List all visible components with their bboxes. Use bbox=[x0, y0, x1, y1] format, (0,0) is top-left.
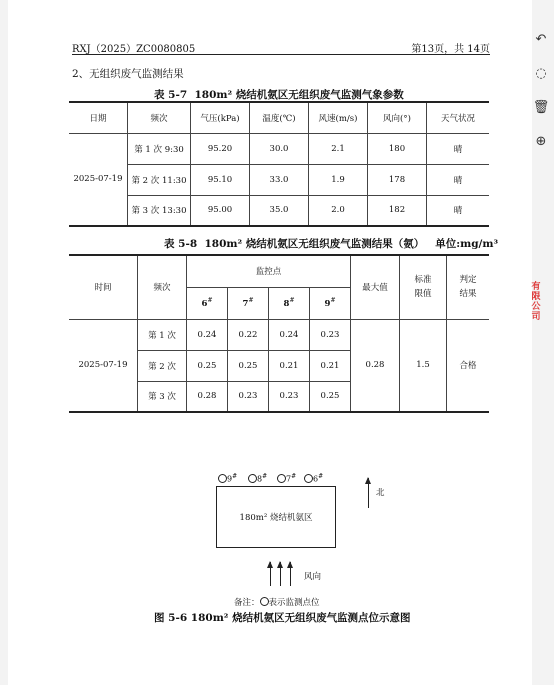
dir-cell: 180 bbox=[368, 133, 427, 164]
col-date: 日期 bbox=[69, 102, 128, 133]
col-pressure: 气压(kPa) bbox=[191, 102, 250, 133]
speed-cell: 2.1 bbox=[309, 133, 368, 164]
table1-caption: 表 5-7 180m² 烧结机氨区无组织废气监测气象参数 bbox=[154, 89, 404, 101]
seal-stamp: 有 限 公 司 bbox=[531, 282, 541, 322]
value-cell: 0.28 bbox=[187, 381, 228, 412]
freq-cell: 第 1 次 9:30 bbox=[128, 133, 191, 164]
weather-table bbox=[69, 101, 489, 227]
figure-caption: 图 5-6 180m² 烧结机氨区无组织废气监测点位示意图 bbox=[154, 612, 411, 624]
wind-direction-indicator: 风向 bbox=[268, 558, 308, 588]
col-max: 最大值 bbox=[351, 255, 400, 319]
monitoring-point-8: 8# bbox=[248, 473, 267, 484]
table2-caption: 表 5-8 180m² 烧结机氨区无组织废气监测结果（氨） 单位:mg/m³ bbox=[164, 238, 499, 250]
col-time: 时间 bbox=[69, 255, 138, 319]
temp-cell: 33.0 bbox=[250, 164, 309, 195]
value-cell: 0.25 bbox=[187, 350, 228, 381]
value-cell: 0.25 bbox=[228, 350, 269, 381]
value-cell: 0.25 bbox=[310, 381, 351, 412]
page-header bbox=[72, 40, 490, 55]
freq-cell: 第 2 次 bbox=[138, 350, 187, 381]
point-9-header: 9# bbox=[310, 287, 351, 319]
value-cell: 0.21 bbox=[310, 350, 351, 381]
table-row bbox=[69, 133, 489, 164]
temp-cell: 30.0 bbox=[250, 133, 309, 164]
weather-cell: 晴 bbox=[427, 195, 490, 226]
page-number: 第13页，共 14页 bbox=[411, 44, 490, 55]
wind-arrow-icon bbox=[290, 562, 291, 586]
freq-cell: 第 2 次 11:30 bbox=[128, 164, 191, 195]
ammonia-results-table bbox=[69, 254, 489, 413]
freq-cell: 第 1 次 bbox=[138, 319, 187, 350]
side-toolbar bbox=[532, 30, 552, 166]
speed-cell: 2.0 bbox=[309, 195, 368, 226]
ammonia-area-box: 180m² 烧结机氨区 bbox=[216, 486, 336, 548]
circle-icon bbox=[304, 474, 313, 483]
point-7-header: 7# bbox=[228, 287, 269, 319]
circle-icon bbox=[277, 474, 286, 483]
rotate-icon[interactable]: ↶ bbox=[535, 31, 547, 47]
section-title: 2、无组织废气监测结果 bbox=[72, 68, 184, 80]
document-page bbox=[8, 0, 532, 685]
value-cell: 0.23 bbox=[269, 381, 310, 412]
figure-note: 备注： 表示监测点位 bbox=[234, 598, 320, 608]
table-row bbox=[69, 195, 489, 226]
col-frequency: 频次 bbox=[128, 102, 191, 133]
circle-icon bbox=[248, 474, 257, 483]
crop-icon[interactable]: ◌ bbox=[535, 65, 547, 81]
north-arrow-icon bbox=[368, 478, 369, 508]
col-result: 判定结果 bbox=[447, 255, 490, 319]
limit-cell: 1.5 bbox=[400, 319, 447, 412]
pressure-cell: 95.10 bbox=[191, 164, 250, 195]
freq-cell: 第 3 次 13:30 bbox=[128, 195, 191, 226]
pressure-cell: 95.00 bbox=[191, 195, 250, 226]
table-row bbox=[69, 319, 489, 350]
point-8-header: 8# bbox=[269, 287, 310, 319]
value-cell: 0.23 bbox=[310, 319, 351, 350]
monitoring-point-diagram: 9# 8# 7# 6# 180m² 烧结机氨区 北 风向 bbox=[208, 470, 428, 620]
col-temperature: 温度(℃) bbox=[250, 102, 309, 133]
result-cell: 合格 bbox=[447, 319, 490, 412]
value-cell: 0.24 bbox=[269, 319, 310, 350]
col-limit: 标准限值 bbox=[400, 255, 447, 319]
pressure-cell: 95.20 bbox=[191, 133, 250, 164]
max-cell: 0.28 bbox=[351, 319, 400, 412]
monitoring-point-9: 9# bbox=[218, 473, 237, 484]
wind-arrow-icon bbox=[270, 562, 271, 586]
wind-arrow-icon bbox=[280, 562, 281, 586]
circle-icon bbox=[218, 474, 227, 483]
value-cell: 0.21 bbox=[269, 350, 310, 381]
date-cell: 2025-07-19 bbox=[69, 133, 128, 226]
value-cell: 0.24 bbox=[187, 319, 228, 350]
monitoring-point-7: 7# bbox=[277, 473, 296, 484]
zoom-in-icon[interactable]: ⊕ bbox=[535, 133, 547, 149]
monitoring-point-6: 6# bbox=[304, 473, 323, 484]
value-cell: 0.22 bbox=[228, 319, 269, 350]
col-frequency: 频次 bbox=[138, 255, 187, 319]
speed-cell: 1.9 bbox=[309, 164, 368, 195]
col-monitoring-points: 监控点 bbox=[187, 255, 351, 287]
col-weather: 天气状况 bbox=[427, 102, 490, 133]
point-6-header: 6# bbox=[187, 287, 228, 319]
date-cell: 2025-07-19 bbox=[69, 319, 138, 412]
col-wind-direction: 风向(°) bbox=[368, 102, 427, 133]
table-row bbox=[69, 164, 489, 195]
dir-cell: 182 bbox=[368, 195, 427, 226]
temp-cell: 35.0 bbox=[250, 195, 309, 226]
weather-cell: 晴 bbox=[427, 164, 490, 195]
value-cell: 0.23 bbox=[228, 381, 269, 412]
report-number: RXJ（2025）ZC0080805 bbox=[72, 44, 196, 55]
col-wind-speed: 风速(m/s) bbox=[309, 102, 368, 133]
trash-icon[interactable]: 🗑 bbox=[532, 99, 550, 115]
circle-icon bbox=[260, 597, 269, 606]
freq-cell: 第 3 次 bbox=[138, 381, 187, 412]
dir-cell: 178 bbox=[368, 164, 427, 195]
weather-cell: 晴 bbox=[427, 133, 490, 164]
